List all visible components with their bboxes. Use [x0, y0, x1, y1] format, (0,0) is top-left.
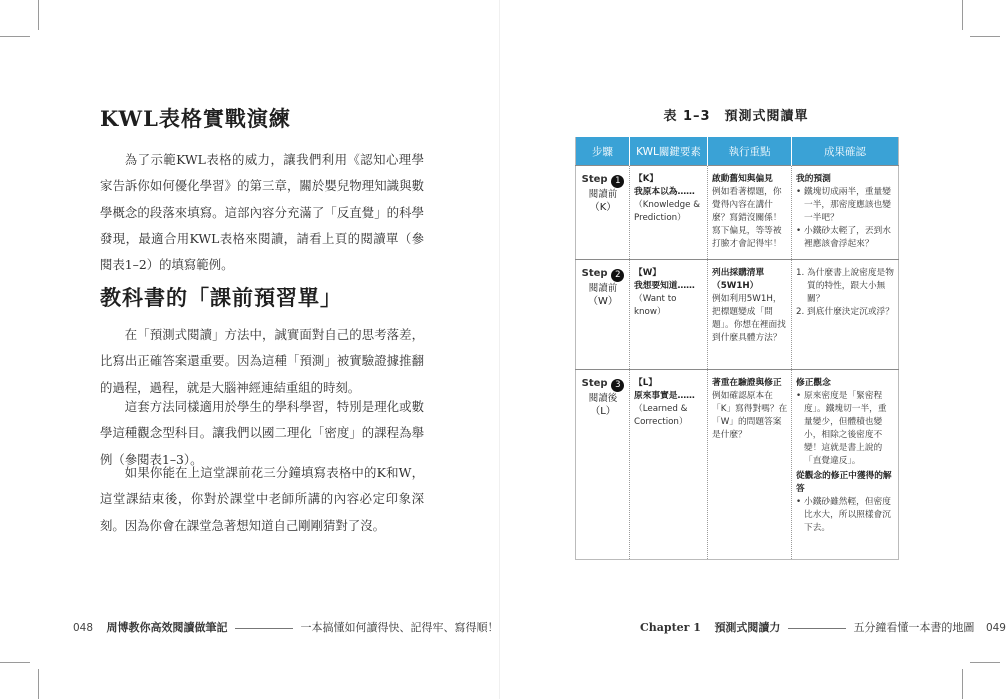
result-item: • 小鐵砂太輕了，丟到水裡應該會浮起來？ — [796, 225, 895, 251]
crop-mark — [962, 669, 963, 699]
table-row — [576, 370, 899, 560]
result-title: 我的預測 — [796, 174, 831, 184]
key-note: （Knowledge & Prediction） — [634, 200, 700, 223]
step-label: Step — [581, 378, 608, 389]
focus-cell — [708, 166, 792, 260]
crop-mark — [970, 36, 1000, 37]
step-cell — [576, 166, 630, 260]
step-code: （W） — [588, 296, 618, 307]
prediction-reading-table — [575, 137, 899, 560]
list-number: 1. — [796, 268, 805, 278]
focus-title: 啟動舊知與偏見 — [712, 174, 773, 184]
step-phase: 閱讀後 — [588, 393, 618, 404]
step-phase: 閱讀前 — [588, 283, 618, 294]
table-row — [576, 260, 899, 370]
header-result: 成果確認 — [792, 137, 899, 166]
key-cell — [630, 370, 708, 560]
result-cell — [792, 260, 899, 370]
crop-mark — [970, 662, 1000, 663]
body-paragraph: 這套方法同樣適用於學生的學科學習，特別是理化或數學這種觀念型科目。讓我們以國二理化「密度」的課程為舉例（參閱表1–3）。 — [100, 399, 424, 467]
focus-title: 著重在驗證與修正 — [712, 378, 782, 388]
body-paragraph: 在「預測式閱讀」方法中，誠實面對自己的思考落差，比寫出正確答案還重要。因為這種「預測」被實驗證據推翻的過程，過程，就是大腦神經連結重組的時刻。 — [100, 327, 424, 395]
result-item — [796, 267, 895, 306]
header-step: 步驟 — [576, 137, 630, 166]
chapter-tagline: 五分鐘看懂一本書的地圖 — [853, 621, 975, 634]
section-heading-kwl: KWL表格實戰演練 — [100, 106, 291, 131]
key-tag: 【K】 — [634, 174, 659, 184]
body-paragraph: 為了示範KWL表格的威力，讓我們利用《認知心理學家告訴你如何優化學習》的第三章，關於嬰兒物理知識與數學概念的段落來填寫。這部內容分充滿了「反直覺」的科學發現，最適合用KWL表格來閱讀，請看上頁的閱讀單（參閱表1–2）的填寫範例。 — [100, 152, 424, 273]
key-cell — [630, 260, 708, 370]
crop-mark — [38, 0, 39, 30]
focus-text: 例如確認原本在「K」寫得對嗎？在「W」的問題答案是什麼？ — [712, 391, 788, 440]
step-code: （L） — [590, 406, 616, 417]
focus-text: 例如利用5W1H，把標題變成「問題」。你想在裡面找到什麼具體方法？ — [712, 294, 786, 343]
result-list — [796, 267, 895, 319]
result-item-text: 為什麼書上說密度是物質的特性，跟大小無關？ — [807, 268, 894, 304]
book-tagline: 一本搞懂如何讀得快、記得牢、寫得順！ — [300, 621, 499, 634]
focus-cell — [708, 260, 792, 370]
result-subtitle: 從觀念的修正中獲得的解答 — [796, 471, 892, 494]
header-kwl-key: KWL關鍵要素 — [630, 137, 708, 166]
step-label: Step — [581, 174, 608, 185]
result-item-text: 到底什麼決定沉或浮？ — [807, 307, 894, 317]
chapter-title: 預測式閱讀力 — [714, 621, 781, 634]
key-title: 原來事實是…… — [634, 391, 695, 401]
key-note: （Learned & Correction） — [634, 404, 688, 427]
key-tag: 【L】 — [634, 378, 657, 388]
header-focus: 執行重點 — [708, 137, 792, 166]
book-title: 周博教你高效閱讀做筆記 — [106, 621, 228, 634]
step-number-badge: 2 — [611, 269, 624, 282]
step-code: （K） — [589, 202, 617, 213]
chapter-label: Chapter 1 — [640, 621, 701, 634]
result-item — [796, 306, 895, 319]
result-list — [796, 186, 895, 251]
key-tag: 【W】 — [634, 268, 661, 278]
crop-mark — [0, 36, 30, 37]
result-cell — [792, 370, 899, 560]
focus-title: 列出採購清單（5W1H） — [712, 268, 765, 291]
key-title: 我原本以為…… — [634, 187, 695, 197]
right-footer — [640, 619, 1006, 635]
result-item: • 鐵塊切成兩半，重量變一半，那密度應該也變一半吧？ — [796, 186, 895, 225]
table-row — [576, 166, 899, 260]
key-note: （Want to know） — [634, 294, 677, 317]
section-heading-preview-sheet: 教科書的「課前預習單」 — [100, 285, 342, 310]
page-number: 048 — [73, 622, 94, 634]
result-list — [796, 496, 895, 535]
focus-cell — [708, 370, 792, 560]
page-number: 049 — [985, 622, 1006, 634]
page-gutter — [499, 0, 500, 699]
result-list — [796, 390, 895, 468]
key-title: 我想要知道…… — [634, 281, 695, 291]
result-item: • 小鐵砂雖然輕，但密度比水大，所以照樣會沉下去。 — [796, 496, 895, 535]
step-number-badge: 1 — [611, 175, 624, 188]
table-caption: 表 1–3 預測式閱讀單 — [663, 109, 809, 124]
focus-text: 例如看著標題，你覺得內容在講什麼？寫錯沒關係！寫下偏見，等等被打臉才會記得牢！ — [712, 187, 782, 249]
step-phase: 閱讀前 — [588, 189, 618, 200]
footer-rule — [235, 628, 293, 629]
result-item: • 原來密度是「緊密程度」。鐵塊切一半，重量變少，但體積也變小，相除之後密度不變！這就是書上說的「直覺違反」。 — [796, 390, 895, 468]
result-cell — [792, 166, 899, 260]
step-cell — [576, 370, 630, 560]
step-number-badge: 3 — [611, 379, 624, 392]
list-number: 2. — [796, 307, 805, 317]
step-cell — [576, 260, 630, 370]
left-footer — [73, 619, 499, 635]
step-label: Step — [581, 268, 608, 279]
body-paragraph: 如果你能在上這堂課前花三分鐘填寫表格中的K和W，這堂課結束後，你對於課堂中老師所講的內容必定印象深刻。因為你會在課堂急著想知道自己剛剛猜對了沒。 — [100, 465, 424, 533]
crop-mark — [962, 0, 963, 30]
key-cell — [630, 166, 708, 260]
crop-mark — [0, 662, 30, 663]
footer-rule — [788, 628, 846, 629]
result-title: 修正觀念 — [796, 378, 831, 388]
table-header-row — [576, 137, 899, 166]
crop-mark — [38, 669, 39, 699]
